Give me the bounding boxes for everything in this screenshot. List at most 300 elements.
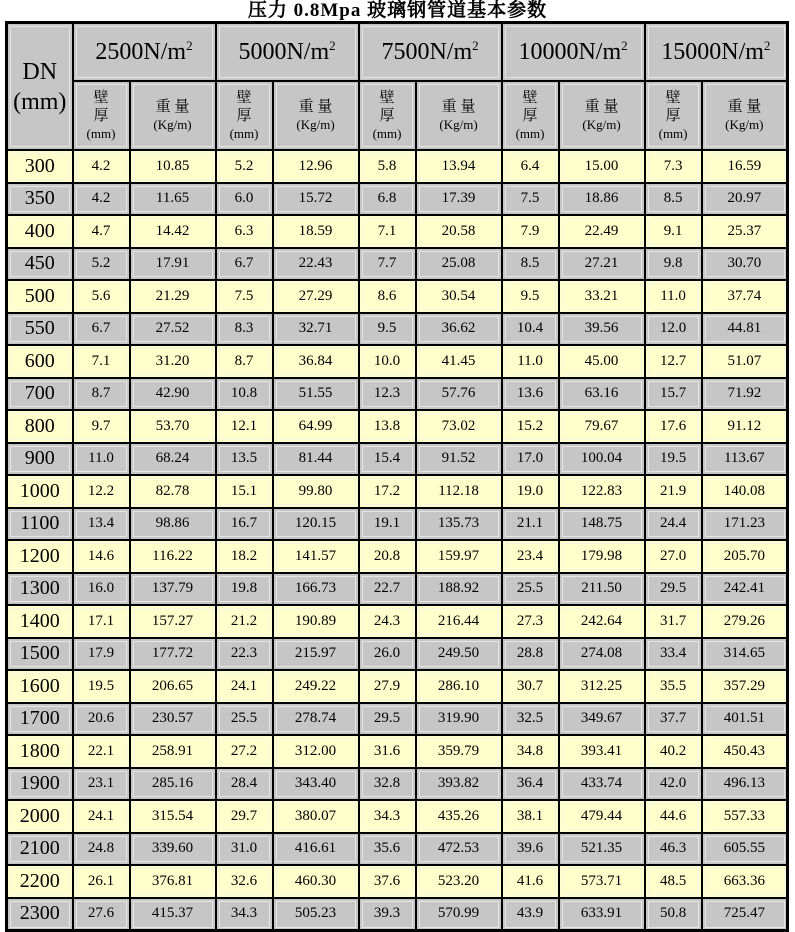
value-cell: 17.91 (130, 248, 216, 281)
value-cell: 14.6 (73, 540, 130, 573)
value-cell: 43.9 (502, 898, 559, 931)
dn-cell: 700 (7, 378, 73, 411)
value-cell: 12.96 (273, 150, 359, 183)
value-cell: 50.8 (645, 898, 702, 931)
value-cell: 32.8 (359, 768, 416, 801)
value-cell: 450.43 (702, 735, 788, 768)
weight-header: 重 量 (Kg/m) (702, 81, 788, 150)
value-cell: 19.0 (502, 475, 559, 508)
dn-cell: 300 (7, 150, 73, 183)
value-cell: 38.1 (502, 800, 559, 833)
value-cell: 48.5 (645, 865, 702, 898)
value-cell: 6.7 (216, 248, 273, 281)
value-cell: 339.60 (130, 833, 216, 866)
wall-thickness-header: 壁 厚 (mm) (502, 81, 559, 150)
value-cell: 380.07 (273, 800, 359, 833)
value-cell: 8.7 (73, 378, 130, 411)
value-cell: 34.3 (216, 898, 273, 931)
value-cell: 242.41 (702, 573, 788, 606)
value-cell: 17.2 (359, 475, 416, 508)
value-cell: 286.10 (416, 670, 502, 703)
value-cell: 8.5 (645, 183, 702, 216)
value-cell: 7.3 (645, 150, 702, 183)
value-cell: 242.64 (559, 605, 645, 638)
value-cell: 6.7 (73, 313, 130, 346)
table-row (7, 248, 788, 281)
value-cell: 64.99 (273, 410, 359, 443)
value-cell: 16.0 (73, 573, 130, 606)
value-cell: 5.2 (216, 150, 273, 183)
value-cell: 45.00 (559, 345, 645, 378)
value-cell: 258.91 (130, 735, 216, 768)
value-cell: 570.99 (416, 898, 502, 931)
value-cell: 349.67 (559, 703, 645, 736)
value-cell: 25.37 (702, 215, 788, 248)
value-cell: 27.21 (559, 248, 645, 281)
value-cell: 79.67 (559, 410, 645, 443)
value-cell: 112.18 (416, 475, 502, 508)
value-cell: 20.97 (702, 183, 788, 216)
value-cell: 35.5 (645, 670, 702, 703)
value-cell: 53.70 (130, 410, 216, 443)
table-row (7, 898, 788, 931)
value-cell: 37.6 (359, 865, 416, 898)
table-row (7, 768, 788, 801)
value-cell: 27.3 (502, 605, 559, 638)
value-cell: 312.25 (559, 670, 645, 703)
value-cell: 315.54 (130, 800, 216, 833)
value-cell: 29.7 (216, 800, 273, 833)
value-cell: 376.81 (130, 865, 216, 898)
value-cell: 22.43 (273, 248, 359, 281)
value-cell: 120.15 (273, 508, 359, 541)
value-cell: 460.30 (273, 865, 359, 898)
value-cell: 44.6 (645, 800, 702, 833)
value-cell: 24.4 (645, 508, 702, 541)
value-cell: 521.35 (559, 833, 645, 866)
table-row (7, 865, 788, 898)
value-cell: 15.7 (645, 378, 702, 411)
dn-cell: 1300 (7, 573, 73, 606)
value-cell: 31.20 (130, 345, 216, 378)
value-cell: 27.29 (273, 280, 359, 313)
value-cell: 42.90 (130, 378, 216, 411)
value-cell: 91.52 (416, 443, 502, 476)
value-cell: 166.73 (273, 573, 359, 606)
value-cell: 24.3 (359, 605, 416, 638)
table-row (7, 735, 788, 768)
weight-header: 重 量 (Kg/m) (273, 81, 359, 150)
load-group-header-10000: $10000N/m^2$ (502, 23, 645, 82)
pipe-parameters-table (5, 21, 789, 932)
value-cell: 19.1 (359, 508, 416, 541)
value-cell: 32.6 (216, 865, 273, 898)
value-cell: 9.1 (645, 215, 702, 248)
value-cell: 57.76 (416, 378, 502, 411)
value-cell: 31.7 (645, 605, 702, 638)
value-cell: 34.8 (502, 735, 559, 768)
value-cell: 15.4 (359, 443, 416, 476)
value-cell: 27.0 (645, 540, 702, 573)
value-cell: 20.6 (73, 703, 130, 736)
value-cell: 479.44 (559, 800, 645, 833)
value-cell: 21.1 (502, 508, 559, 541)
table-row (7, 670, 788, 703)
dn-cell: 2000 (7, 800, 73, 833)
table-row (7, 508, 788, 541)
value-cell: 37.74 (702, 280, 788, 313)
dn-cell: 2100 (7, 833, 73, 866)
dn-cell: 1000 (7, 475, 73, 508)
value-cell: 21.29 (130, 280, 216, 313)
value-cell: 15.72 (273, 183, 359, 216)
value-cell: 28.8 (502, 638, 559, 671)
wall-thickness-header: 壁 厚 (mm) (359, 81, 416, 150)
value-cell: 23.1 (73, 768, 130, 801)
value-cell: 25.5 (502, 573, 559, 606)
value-cell: 51.55 (273, 378, 359, 411)
load-group-header-5000: $5000N/m^2$ (216, 23, 359, 82)
value-cell: 159.97 (416, 540, 502, 573)
value-cell: 359.79 (416, 735, 502, 768)
value-cell: 357.29 (702, 670, 788, 703)
value-cell: 343.40 (273, 768, 359, 801)
value-cell: 44.81 (702, 313, 788, 346)
value-cell: 68.24 (130, 443, 216, 476)
value-cell: 148.75 (559, 508, 645, 541)
value-cell: 279.26 (702, 605, 788, 638)
value-cell: 27.52 (130, 313, 216, 346)
value-cell: 416.61 (273, 833, 359, 866)
value-cell: 36.84 (273, 345, 359, 378)
value-cell: 216.44 (416, 605, 502, 638)
value-cell: 18.86 (559, 183, 645, 216)
value-cell: 25.5 (216, 703, 273, 736)
value-cell: 8.3 (216, 313, 273, 346)
value-cell: 5.8 (359, 150, 416, 183)
value-cell: 4.7 (73, 215, 130, 248)
value-cell: 415.37 (130, 898, 216, 931)
dn-cell: 1500 (7, 638, 73, 671)
table-row (7, 313, 788, 346)
value-cell: 29.5 (645, 573, 702, 606)
dn-cell: 2200 (7, 865, 73, 898)
value-cell: 73.02 (416, 410, 502, 443)
value-cell: 140.08 (702, 475, 788, 508)
value-cell: 113.67 (702, 443, 788, 476)
value-cell: 27.2 (216, 735, 273, 768)
dn-cell: 1800 (7, 735, 73, 768)
value-cell: 401.51 (702, 703, 788, 736)
table-row (7, 475, 788, 508)
value-cell: 177.72 (130, 638, 216, 671)
dn-cell: 550 (7, 313, 73, 346)
value-cell: 32.5 (502, 703, 559, 736)
value-cell: 5.6 (73, 280, 130, 313)
value-cell: 14.42 (130, 215, 216, 248)
value-cell: 16.59 (702, 150, 788, 183)
value-cell: 157.27 (130, 605, 216, 638)
table-row (7, 833, 788, 866)
dn-cell: 600 (7, 345, 73, 378)
value-cell: 13.4 (73, 508, 130, 541)
value-cell: 433.74 (559, 768, 645, 801)
value-cell: 17.9 (73, 638, 130, 671)
value-cell: 10.85 (130, 150, 216, 183)
value-cell: 27.9 (359, 670, 416, 703)
value-cell: 13.6 (502, 378, 559, 411)
value-cell: 4.2 (73, 183, 130, 216)
value-cell: 18.59 (273, 215, 359, 248)
value-cell: 9.5 (359, 313, 416, 346)
value-cell: 274.08 (559, 638, 645, 671)
dn-header-cell (7, 23, 73, 151)
value-cell: 26.0 (359, 638, 416, 671)
value-cell: 31.0 (216, 833, 273, 866)
dn-cell: 1400 (7, 605, 73, 638)
value-cell: 33.4 (645, 638, 702, 671)
value-cell: 205.70 (702, 540, 788, 573)
value-cell: 7.5 (216, 280, 273, 313)
value-cell: 19.8 (216, 573, 273, 606)
value-cell: 573.71 (559, 865, 645, 898)
value-cell: 314.65 (702, 638, 788, 671)
table-row (7, 703, 788, 736)
value-cell: 42.0 (645, 768, 702, 801)
dn-cell: 1600 (7, 670, 73, 703)
table-row (7, 183, 788, 216)
value-cell: 10.4 (502, 313, 559, 346)
value-cell: 249.50 (416, 638, 502, 671)
table-row (7, 540, 788, 573)
page-title: 压力 0.8Mpa 玻璃钢管道基本参数 (247, 0, 548, 21)
dn-cell: 1900 (7, 768, 73, 801)
value-cell: 18.2 (216, 540, 273, 573)
value-cell: 19.5 (73, 670, 130, 703)
value-cell: 12.0 (645, 313, 702, 346)
wall-thickness-header: 壁 厚 (mm) (73, 81, 130, 150)
load-group-header-7500: $7500N/m^2$ (359, 23, 502, 82)
dn-cell: 450 (7, 248, 73, 281)
value-cell: 206.65 (130, 670, 216, 703)
value-cell: 98.86 (130, 508, 216, 541)
table-row (7, 573, 788, 606)
value-cell: 11.0 (502, 345, 559, 378)
dn-cell: 800 (7, 410, 73, 443)
wall-thickness-header: 壁 厚 (mm) (216, 81, 273, 150)
value-cell: 27.6 (73, 898, 130, 931)
value-cell: 7.1 (73, 345, 130, 378)
weight-header: 重 量 (Kg/m) (416, 81, 502, 150)
value-cell: 4.2 (73, 150, 130, 183)
value-cell: 100.04 (559, 443, 645, 476)
table-row (7, 443, 788, 476)
table-body (7, 150, 788, 931)
value-cell: 17.39 (416, 183, 502, 216)
value-cell: 24.1 (73, 800, 130, 833)
value-cell: 81.44 (273, 443, 359, 476)
value-cell: 16.7 (216, 508, 273, 541)
value-cell: 190.89 (273, 605, 359, 638)
value-cell: 6.4 (502, 150, 559, 183)
value-cell: 22.1 (73, 735, 130, 768)
value-cell: 6.0 (216, 183, 273, 216)
value-cell: 12.3 (359, 378, 416, 411)
value-cell: 435.26 (416, 800, 502, 833)
table-row (7, 280, 788, 313)
value-cell: 51.07 (702, 345, 788, 378)
value-cell: 29.5 (359, 703, 416, 736)
weight-header: 重 量 (Kg/m) (559, 81, 645, 150)
value-cell: 312.00 (273, 735, 359, 768)
value-cell: 10.8 (216, 378, 273, 411)
value-cell: 122.83 (559, 475, 645, 508)
value-cell: 13.94 (416, 150, 502, 183)
value-cell: 11.65 (130, 183, 216, 216)
value-cell: 171.23 (702, 508, 788, 541)
value-cell: 5.2 (73, 248, 130, 281)
dn-cell: 400 (7, 215, 73, 248)
value-cell: 46.3 (645, 833, 702, 866)
value-cell: 472.53 (416, 833, 502, 866)
dn-cell: 500 (7, 280, 73, 313)
table-row (7, 215, 788, 248)
value-cell: 39.6 (502, 833, 559, 866)
value-cell: 20.58 (416, 215, 502, 248)
value-cell: 39.56 (559, 313, 645, 346)
value-cell: 8.5 (502, 248, 559, 281)
value-cell: 22.7 (359, 573, 416, 606)
value-cell: 116.22 (130, 540, 216, 573)
value-cell: 20.8 (359, 540, 416, 573)
dn-cell: 1100 (7, 508, 73, 541)
value-cell: 34.3 (359, 800, 416, 833)
value-cell: 9.7 (73, 410, 130, 443)
value-cell: 215.97 (273, 638, 359, 671)
value-cell: 82.78 (130, 475, 216, 508)
value-cell: 12.2 (73, 475, 130, 508)
value-cell: 605.55 (702, 833, 788, 866)
value-cell: 21.9 (645, 475, 702, 508)
value-cell: 22.3 (216, 638, 273, 671)
value-cell: 7.5 (502, 183, 559, 216)
value-cell: 12.7 (645, 345, 702, 378)
value-cell: 557.33 (702, 800, 788, 833)
table-row (7, 800, 788, 833)
value-cell: 19.5 (645, 443, 702, 476)
dn-cell: 2300 (7, 898, 73, 931)
value-cell: 11.0 (645, 280, 702, 313)
value-cell: 249.22 (273, 670, 359, 703)
table-row (7, 150, 788, 183)
value-cell: 230.57 (130, 703, 216, 736)
value-cell: 21.2 (216, 605, 273, 638)
value-cell: 31.6 (359, 735, 416, 768)
value-cell: 393.41 (559, 735, 645, 768)
value-cell: 211.50 (559, 573, 645, 606)
value-cell: 141.57 (273, 540, 359, 573)
value-cell: 39.3 (359, 898, 416, 931)
value-cell: 33.21 (559, 280, 645, 313)
value-cell: 30.54 (416, 280, 502, 313)
table-header (7, 23, 788, 151)
value-cell: 7.7 (359, 248, 416, 281)
value-cell: 135.73 (416, 508, 502, 541)
value-cell: 41.6 (502, 865, 559, 898)
value-cell: 63.16 (559, 378, 645, 411)
value-cell: 22.49 (559, 215, 645, 248)
value-cell: 17.0 (502, 443, 559, 476)
value-cell: 23.4 (502, 540, 559, 573)
value-cell: 71.92 (702, 378, 788, 411)
value-cell: 36.62 (416, 313, 502, 346)
value-cell: 30.7 (502, 670, 559, 703)
value-cell: 8.6 (359, 280, 416, 313)
value-cell: 99.80 (273, 475, 359, 508)
value-cell: 9.5 (502, 280, 559, 313)
value-cell: 9.8 (645, 248, 702, 281)
value-cell: 10.0 (359, 345, 416, 378)
value-cell: 137.79 (130, 573, 216, 606)
value-cell: 26.1 (73, 865, 130, 898)
wall-thickness-header: 壁 厚 (mm) (645, 81, 702, 150)
value-cell: 17.6 (645, 410, 702, 443)
value-cell: 8.7 (216, 345, 273, 378)
value-cell: 6.3 (216, 215, 273, 248)
value-cell: 188.92 (416, 573, 502, 606)
value-cell: 37.7 (645, 703, 702, 736)
table-row (7, 410, 788, 443)
table-row (7, 638, 788, 671)
value-cell: 6.8 (359, 183, 416, 216)
value-cell: 7.9 (502, 215, 559, 248)
value-cell: 179.98 (559, 540, 645, 573)
dn-cell: 1700 (7, 703, 73, 736)
value-cell: 36.4 (502, 768, 559, 801)
dn-label: DN (22, 58, 58, 85)
load-group-header-15000: $15000N/m^2$ (645, 23, 788, 82)
value-cell: 17.1 (73, 605, 130, 638)
table-row (7, 345, 788, 378)
value-cell: 32.71 (273, 313, 359, 346)
value-cell: 12.1 (216, 410, 273, 443)
value-cell: 41.45 (416, 345, 502, 378)
table-row (7, 378, 788, 411)
value-cell: 13.5 (216, 443, 273, 476)
value-cell: 725.47 (702, 898, 788, 931)
value-cell: 28.4 (216, 768, 273, 801)
value-cell: 11.0 (73, 443, 130, 476)
value-cell: 633.91 (559, 898, 645, 931)
value-cell: 496.13 (702, 768, 788, 801)
value-cell: 15.1 (216, 475, 273, 508)
weight-header: 重 量 (Kg/m) (130, 81, 216, 150)
value-cell: 523.20 (416, 865, 502, 898)
table-row (7, 605, 788, 638)
value-cell: 15.00 (559, 150, 645, 183)
dn-unit: (mm) (13, 88, 67, 115)
load-group-header-2500: $2500N/m^2$ (73, 23, 216, 82)
value-cell: 663.36 (702, 865, 788, 898)
value-cell: 13.8 (359, 410, 416, 443)
value-cell: 285.16 (130, 768, 216, 801)
value-cell: 7.1 (359, 215, 416, 248)
value-cell: 40.2 (645, 735, 702, 768)
value-cell: 15.2 (502, 410, 559, 443)
value-cell: 393.82 (416, 768, 502, 801)
dn-cell: 900 (7, 443, 73, 476)
value-cell: 35.6 (359, 833, 416, 866)
